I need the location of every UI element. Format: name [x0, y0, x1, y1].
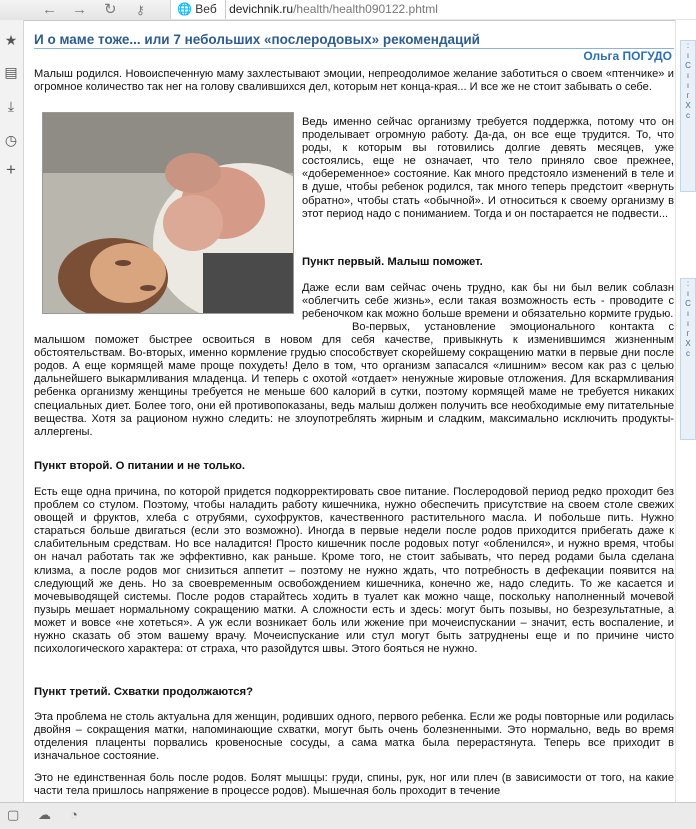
intro-paragraph: Малыш родился. Новоиспеченную маму захлестывают эмоции, непреодолимое желание заботиться о своем «птенчике» и огромное количество так нег на голову свалившихся дел, которым нет конца-края... И все же не стоит забывать о себе.	[34, 68, 674, 94]
paragraph-2a: Даже если вам сейчас очень трудно, как бы ни был велик соблазн «облегчить себе жизнь», если такая возможность есть - проводите с ребеночком как можно больше времени и обязательно кормите грудью.	[302, 282, 674, 321]
right-rail-box-2[interactable]: : ı C ı ı г X с	[680, 278, 696, 440]
paragraph-3: Есть еще одна причина, по которой придется подкорректировать свое питание. Послеродовой период редко проходит без проблем со стулом. Поэтому, чтобы наладить работу кишечника, нужно обеспечить присутствие на своем столе свежих овощей и фруктов, хлеба с отрубями, сухофруктов, качественного растительного масла. И побольше пить. Нужно стараться больше двигаться (если это возможно). Иногда в первые недели после родов приходится прибегать даже к слабительным средствам. Но все наладится! Просто кишечник после родовых потуг «обленился», и нужно время, чтобы он начал работать так же эффективно, как раньше. Кроме того, не стоит забывать, что перед родами была сделана клизма, а после родов мог снизиться аппетит – поэтому не нужно ждать, что потребность в дефекации появится на следующий же день. Но за своевременным освобождением кишечника, конечно же, надо следить. То же касается и мочевыводящей системы. После родов старайтесь ходить в туалет как можно чаще, поскольку наполненный мочевой пузырь мешает нормальному сокращению матки. А сложности есть и здесь: могут быть позывы, но безрезультатные, а может и вовсе «не хотеться». А уж если возникает боль или жжение при мочеиспускании – значит, есть воспаление, и нужно сказать об этом вашему врачу. Мочеиспускание или стул могут быть затруднены еще и по причине чисто психологического характера: от страха, что разойдутся швы. Этого бояться не нужно.	[34, 486, 674, 656]
cloud-icon[interactable]: ☁	[38, 807, 51, 822]
article	[24, 20, 674, 802]
key-icon: ⚷	[136, 3, 145, 17]
star-icon[interactable]: ★	[4, 32, 18, 48]
mother-baby-photo	[42, 112, 294, 314]
address-host: devichnik.ru	[229, 2, 294, 16]
note-icon[interactable]: ▤	[4, 64, 18, 80]
paragraph-5: Это не единственная боль после родов. Болят мышцы: груди, спины, рук, ног или плеч (в зависимости от того, на какие части тела пришлось напряжение в процессе родов). Мышечная боль проходит в течение	[34, 772, 674, 798]
history-icon[interactable]: ◷	[4, 132, 18, 148]
paragraph-4: Эта проблема не столь актуальна для женщин, родивших одного, первого ребенка. Если же роды повторные или родилась двойня – сокращения матки, напоминающие схватки, могут быть очень болезненными. Это нормально, ведь во время отделения плаценты порвались кровеносные сосуды, а сама матка была перерастянута. Теперь все приходит в изначальное состояние.	[34, 711, 674, 763]
address-tag-label: Веб	[195, 2, 217, 16]
left-sidebar	[0, 20, 24, 802]
address-bar[interactable]	[170, 0, 696, 19]
right-rail	[675, 20, 696, 802]
globe-icon: 🌐	[177, 2, 192, 16]
forward-button[interactable]: →	[72, 1, 87, 18]
gauge-icon[interactable]: ◔	[70, 807, 78, 822]
section-heading-3: Пункт третий. Схватки продолжаются?	[34, 686, 254, 698]
status-bar	[0, 802, 696, 829]
panel-toggle-icon[interactable]: ▢	[7, 807, 20, 822]
paragraph-1: Ведь именно сейчас организму требуется поддержка, потому что он проделывает огромную работу. Да-да, он все еще трудится. То, что роды, к которым вы готовились долгие девять месяцев, уже состоялись, еще не означает, что тело приняло свое прежнее, «добеременное» состояние. Как много предстояло изменений в теле и в душе, чтобы ребенок родился, так много теперь предстоит «вернуть обратно», чтобы стать «обычной». И относиться к своему организму в этот период надо с пониманием. Тогда и он постарается не подвести...	[302, 116, 674, 220]
browser-toolbar	[0, 0, 696, 21]
article-title: И о маме тоже... или 7 небольших «послеродовых» рекомендаций	[34, 32, 480, 47]
back-button[interactable]: ←	[42, 1, 57, 18]
section-heading-1: Пункт первый. Малыш поможет.	[302, 256, 483, 268]
plus-icon[interactable]: +	[6, 160, 16, 179]
security-tag[interactable]	[177, 0, 226, 19]
paragraph-2b: Во-первых, установление эмоционального контакта с малышом поможет быстрее освоиться в новом для себя качестве, привыкнуть к изменившимся жизненным обстоятельствам. Во-вторых, именно кормление грудью способствует скорейшему сокращению матки в первые дни после родов. А еще кормящей маме проще похудеть! Дело в том, что организм запасался «лишним» весом как раз с целью дальнейшего выкармливания младенца. И теперь с охотой «отдает» ненужные жировые отложения. Для вскармливания ребенка организму женщины требуется не меньше 600 калорий в сутки, поэтому кормящей маме не требуется никаких специальных диет. Более того, они ей противопоказаны, ведь малыш должен получить все необходимые ему питательные вещества. Хотя за рационом нужно следить: не злоупотреблять жирным и сладким, максимально исключить продукты-аллергены.	[34, 321, 674, 438]
title-divider	[34, 48, 674, 49]
download-icon[interactable]: ⤓	[7, 98, 15, 114]
section-heading-2: Пункт второй. О питании и не только.	[34, 460, 246, 472]
reload-button[interactable]: ↻	[104, 1, 117, 18]
article-author: Ольга ПОГУДО	[583, 49, 672, 63]
address-path: /health/health090122.phtml	[293, 2, 438, 16]
right-rail-box-1[interactable]: : ı C ı ı г X с	[680, 40, 696, 192]
